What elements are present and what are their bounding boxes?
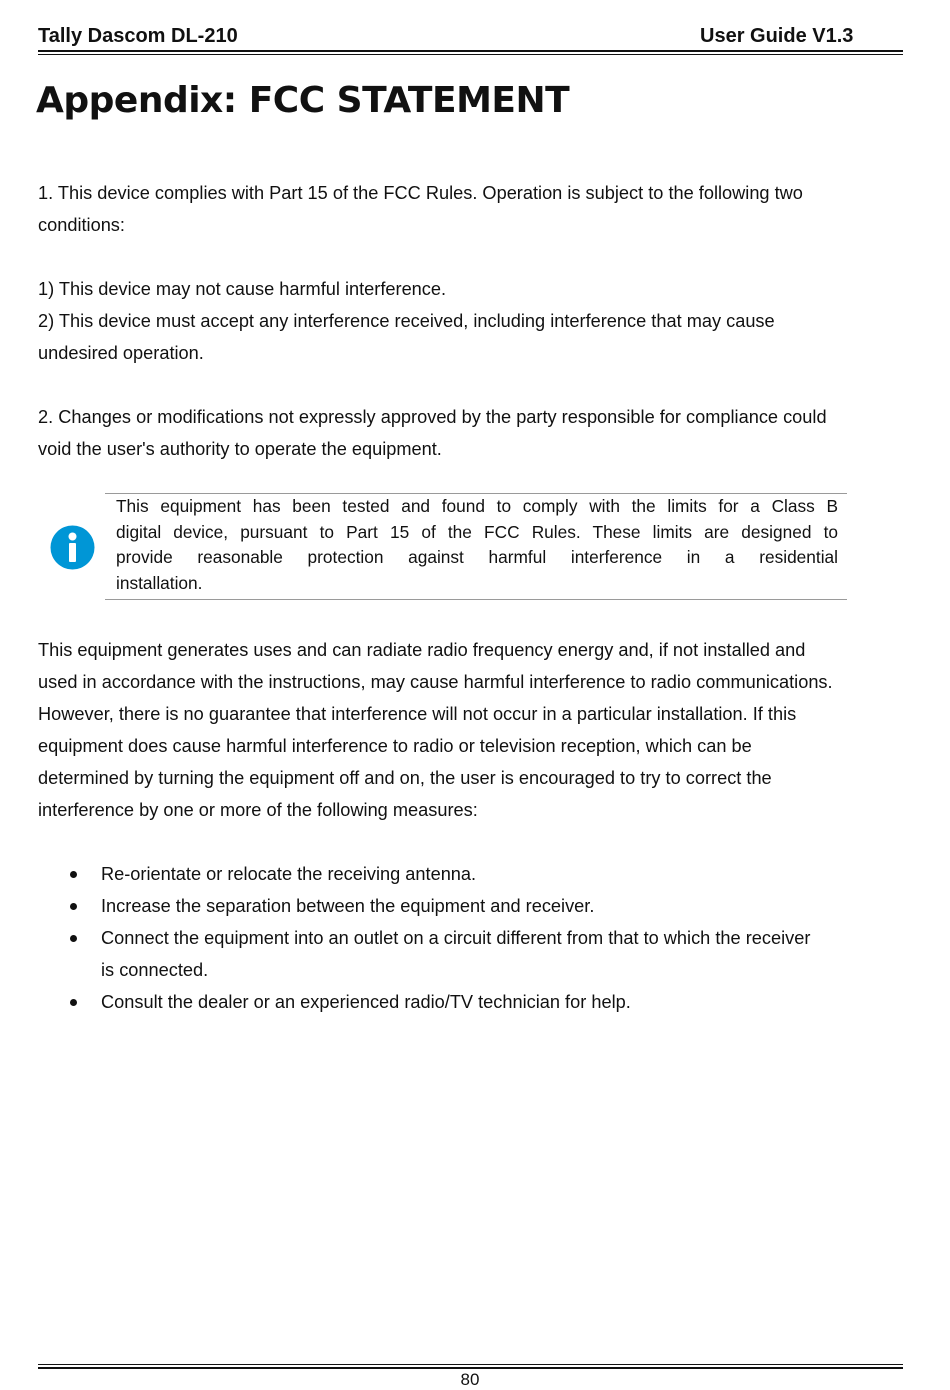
header-doc-title: Tally Dascom DL-210: [38, 25, 238, 47]
page-number: 80: [460, 1370, 480, 1389]
header-rule-thin: [38, 54, 903, 55]
paragraph-line: equipment does cause harmful interference to radio or television reception, which can be: [38, 736, 752, 756]
paragraph-line: interference by one or more of the following measures:: [38, 800, 478, 820]
paragraph-line: 1. This device complies with Part 15 of the FCC Rules. Operation is subject to the following two: [38, 183, 803, 203]
condition-2-cont: undesired operation.: [38, 343, 204, 363]
note-line: provide reasonable protection against harmful interference in a residential: [116, 547, 838, 567]
note-line: digital device, pursuant to Part 15 of the FCC Rules. These limits are designed to: [116, 521, 838, 542]
compliance-paragraph: [38, 177, 900, 241]
footer-rule-thin: [38, 1364, 903, 1365]
modifications-paragraph: [38, 401, 900, 465]
paragraph-line: used in accordance with the instructions, may cause harmful interference to radio communications.: [38, 672, 833, 692]
paragraph-line: conditions:: [38, 215, 125, 235]
measure-text: Connect the equipment into an outlet on a circuit different from that to which the receiver: [101, 928, 811, 948]
bullet-icon: [70, 871, 77, 878]
measure-text: is connected.: [101, 960, 209, 980]
paragraph-line: void the user's authority to operate the equipment.: [38, 439, 442, 459]
paragraph-line: 2. Changes or modifications not expressly approved by the party responsible for compliance could: [38, 407, 827, 427]
footer-rule-thick: [38, 1367, 903, 1369]
page-title: Appendix: FCC STATEMENT: [36, 80, 570, 121]
header-rule-thick: [38, 50, 903, 52]
interference-paragraph: [38, 634, 900, 826]
note-bottom-rule: [105, 599, 847, 600]
bullet-icon: [70, 999, 77, 1006]
condition-2: 2) This device must accept any interference received, including interference that may cause: [38, 311, 775, 331]
measure-text: Increase the separation between the equipment and receiver.: [101, 896, 595, 916]
paragraph-line: This equipment generates uses and can radiate radio frequency energy and, if not installed and: [38, 640, 806, 660]
note-line: This equipment has been tested and found to comply with the limits for a Class B: [116, 496, 838, 516]
paragraph-line: However, there is no guarantee that interference will not occur in a particular installation. If this: [38, 704, 797, 724]
note-text: [116, 494, 838, 596]
bullet-icon: [70, 903, 77, 910]
paragraph-line: determined by turning the equipment off and on, the user is encouraged to try to correct the: [38, 768, 772, 788]
condition-1: 1) This device may not cause harmful interference.: [38, 279, 447, 299]
header-guide-version: User Guide V1.3: [700, 25, 854, 47]
info-icon: [50, 525, 95, 570]
measure-text: Consult the dealer or an experienced radio/TV technician for help.: [101, 992, 631, 1012]
note-line: installation.: [116, 572, 203, 593]
measure-text: Re-orientate or relocate the receiving antenna.: [101, 864, 477, 884]
bullet-icon: [70, 935, 77, 942]
conditions-list: [38, 273, 900, 369]
